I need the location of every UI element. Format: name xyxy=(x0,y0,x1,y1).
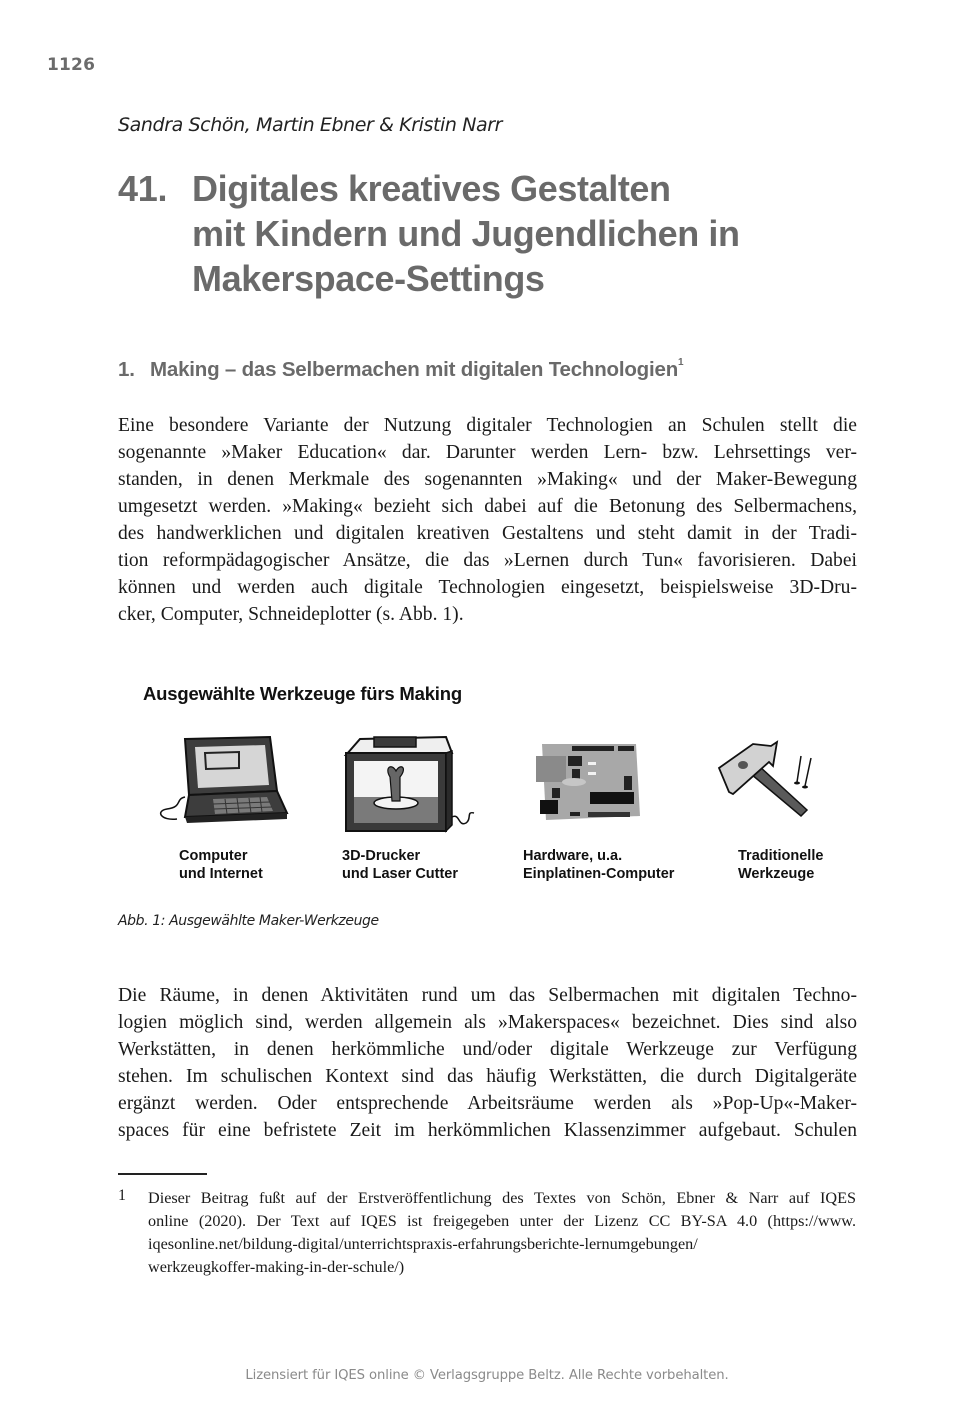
figure-label-line: Traditionelle xyxy=(738,848,824,864)
paragraph-2 xyxy=(118,982,857,1144)
figure-label-line: und Laser Cutter xyxy=(342,866,459,882)
text-line: Die Räume, in denen Aktivitäten rund um das Selbermachen mit digitalen Techno- xyxy=(118,985,857,1006)
text-line: Eine besondere Variante der Nutzung digitaler Technologien an Schulen stellt die xyxy=(118,415,857,436)
footnote-link[interactable]: werkzeugkoffer-making-in-der-schule/) xyxy=(148,1258,405,1276)
authors: Sandra Schön, Martin Ebner & Kristin Narr xyxy=(118,114,503,136)
figure-label-line: 3D-Drucker xyxy=(342,848,421,864)
footnote-divider xyxy=(118,1173,207,1175)
text-line: ergänzt werden. Oder entsprechende Arbeitsräume werden als »Pop-Up«-Maker- xyxy=(118,1093,857,1114)
figure-caption: Abb. 1: Ausgewählte Maker-Werkzeuge xyxy=(118,913,379,929)
3d-printer-icon xyxy=(340,733,480,833)
figure-title: Ausgewählte Werkzeuge fürs Making xyxy=(143,683,462,704)
footnote-number: 1 xyxy=(118,1187,126,1204)
text-line: stehen. Im schulischen Kontext sind das häufig Werkstätten, die durch Digitalgeräte xyxy=(118,1066,857,1087)
footnote-text xyxy=(148,1187,856,1279)
section-heading xyxy=(118,358,683,382)
footnote-line: online (2020). Der Text auf IQES ist freigegeben unter der Lizenz CC BY-SA 4.0 (https://www. xyxy=(148,1212,856,1230)
text-line: sogenannte »Maker Education« dar. Darunter werden Lern- bzw. Lehrsettings ver- xyxy=(118,442,857,463)
footnote-reference[interactable]: 1 xyxy=(678,357,684,368)
chapter-title-line: Digitales kreatives Gestalten xyxy=(192,168,671,209)
page-number: 1126 xyxy=(47,55,96,75)
text-line: tion reformpädagogischer Ansätze, die das »Lernen durch Tun« favorisieren. Dabei xyxy=(118,550,857,571)
text-line: cker, Computer, Schneideplotter (s. Abb. 1). xyxy=(118,604,464,625)
chapter-title-line: Makerspace-Settings xyxy=(192,258,545,299)
paragraph-1 xyxy=(118,412,857,628)
figure-label-line: Werkzeuge xyxy=(738,866,815,882)
license-notice: Lizensiert für IQES online © Verlagsgruppe Beltz. Alle Rechte vorbehalten. xyxy=(245,1368,729,1383)
figure-label-line: Computer xyxy=(179,848,248,864)
footnote-link[interactable]: iqesonline.net/bildung-digital/unterrichtspraxis-erfahrungsberichte-lernumgebungen/ xyxy=(148,1235,698,1253)
text-line: spaces für eine befristete Zeit im herkömmlichen Klassenzimmer aufgebaut. Schulen xyxy=(118,1120,857,1141)
figure-label-computer xyxy=(179,847,263,883)
figure-label-tools xyxy=(738,847,823,883)
figure-label-line: Einplatinen-Computer xyxy=(523,866,675,882)
text-line: standen, in denen Merkmale des sogenannten »Making« und der Maker-Bewegung xyxy=(118,469,857,490)
text-line: umgesetzt werden. »Making« bezieht sich dabei auf die Betonung des Selbermachens, xyxy=(118,496,857,517)
text-line: logien möglich sind, werden allgemein als »Makerspaces« bezeichnet. Dies sind also xyxy=(118,1012,857,1033)
section-title: Making – das Selbermachen mit digitalen Technologien xyxy=(150,358,679,381)
laptop-icon xyxy=(155,735,290,825)
figure-label-hardware xyxy=(523,847,674,883)
figure-label-line: Hardware, u.a. xyxy=(523,848,623,864)
footnote-line: Dieser Beitrag fußt auf der Erstveröffentlichung des Textes von Schön, Ebner & Narr auf IQES xyxy=(148,1189,856,1207)
chapter-number: 41. xyxy=(118,168,168,209)
text-line: Werkstätten, in denen herkömmliche und/oder digitale Werkzeuge zur Verfügung xyxy=(118,1039,857,1060)
figure-label-line: und Internet xyxy=(179,866,263,882)
chapter-title-line: mit Kindern und Jugendlichen in xyxy=(192,213,740,254)
hammer-icon xyxy=(715,738,825,828)
section-number: 1. xyxy=(118,358,135,381)
text-line: des handwerklichen und digitalen kreativen Gestaltens und steht damit in der Tradi- xyxy=(118,523,857,544)
chapter-title xyxy=(192,166,812,301)
circuit-board-icon xyxy=(532,742,652,822)
text-line: können und werden auch digitale Technologien eingesetzt, beispielsweise 3D-Dru- xyxy=(118,577,857,598)
figure-label-3d-printer xyxy=(342,847,458,883)
